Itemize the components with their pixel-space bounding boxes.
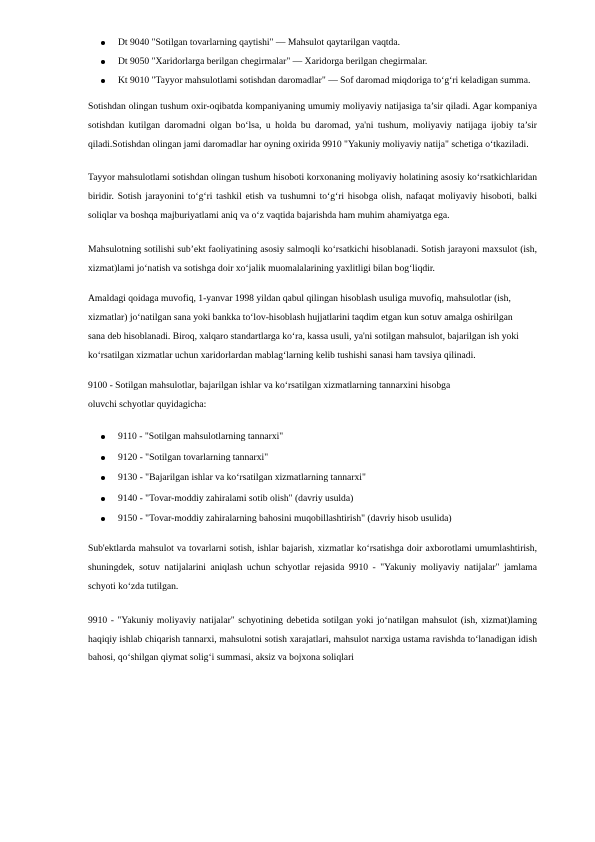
bullet-item: Dt 9050 "Xaridorlarga berilgan chegirmalar" — Xaridorga berilgan chegirmalar. (88, 53, 537, 72)
accounts-bullet-list (88, 428, 537, 529)
document-page (88, 34, 537, 668)
paragraph: Amaldagi qoidaga muvofiq, 1-yanvar 1998 yildan qabul qilingan hisoblash usuliga muvofiq, mahsulotlar (ish, xizmatlar) jo‘natilgan sana yoki bankka to‘lov-hisoblash hujjatlarini taqdim etgan kun sotuv amalga oshirilgan sana deb hisoblanadi. Biroq, xalqaro standartlarga ko‘ra, kassa usuli, ya'ni sotilgan mahsulot, bajarilgan ish yoki ko‘rsatilgan xizmatlar uchun xaridorlardan mablag‘larning kelib tushishi sanasi ham tavsiya qilinadi. (88, 292, 519, 361)
paragraph: 9100 - Sotilgan mahsulotlar, bajarilgan ishlar va ko‘rsatilgan xizmatlarning tannarxini hisobga oluvchi schyotlar quyidagicha: (88, 379, 451, 410)
paragraph: 9910 - "Yakuniy moliyaviy natijalar" schyotining debetida sotilgan yoki jo‘natilgan mahsulot (ish, xizmat)laming haqiqiy ishlab chiqarish tannarxi, mahsulotni sotish xarajatlari, mahsulot narxiga ustama ravishda to‘lanadigan idish bahosi, qo‘shilgan qiymat solig‘i summasi, aksiz va bojxona soliqlari (88, 614, 537, 664)
bullet-item: 9140 - "Tovar-moddiy zahiralami sotib olish" (davriy usulda) (88, 490, 537, 509)
bullet-item: 9130 - "Bajarilgan ishlar va ko‘rsatilgan xizmatlarning tannarxi" (88, 469, 537, 488)
paragraph: Sub'ektlarda mahsulot va tovarlarni sotish, ishlar bajarish, xizmatlar ko‘rsatishga doir axborotlami umumlashtirish, shuningdek, sotuv natijalarini aniqlash uchun schyotlar rejasida 9910 - "Yakuniy moliyaviy natijalar" jamlama schyoti ko‘zda tutilgan. (88, 542, 537, 592)
bullet-item: Dt 9040 "Sotilgan tovarlarning qaytishi" — Mahsulot qaytarilgan vaqtda. (88, 34, 537, 53)
bullet-item: 9110 - "Sotilgan mahsulotlarning tannarxi" (88, 428, 537, 447)
top-bullet-list (88, 34, 537, 91)
paragraph: Tayyor mahsulotlami sotishdan olingan tushum hisoboti korxonaning moliyaviy holatining asosiy ko‘rsatkichlaridan biridir. Sotish jarayonini to‘g‘ri tashkil etish va tushumni to‘g‘ri hisobga olish, nafaqat moliyaviy hisoboti, balki soliqlar va boshqa majburiyatlami aniq va o‘z vaqtida bajarishda ham muhim ahamiyatga ega. (88, 172, 537, 222)
paragraph: Mahsulotning sotilishi sub’ekt faoliyatining asosiy salmoqli ko‘rsatkichi hisoblanadi. Sotish jarayoni maxsulot (ish, xizmat)lami jo‘natish va sotishga doir xo‘jalik muomalalarining yaxlitligi bilan bog‘liqdir. (88, 244, 537, 275)
bullet-item: 9150 - "Tovar-moddiy zahiralarning bahosini muqobillashtirish" (davriy hisob usulida) (88, 510, 537, 529)
bullet-item: Kt 9010 "Tayyor mahsulotlami sotishdan daromadlar" — Sof daromad miqdoriga to‘g‘ri keladigan summa. (88, 72, 537, 91)
paragraph: Sotishdan olingan tushum oxir-oqibatda kompaniyaning umumiy moliyaviy natijasiga ta’sir qiladi. Agar kompaniya sotishdan kutilgan daromadni olgan bo‘lsa, u holda bu daromad, ya'ni tushum, moliyaviy natijaga ijobiy ta’sir qiladi.Sotishdan olingan jami daromadlar har oyning oxirida 9910 "Yakuniy moliyaviy natija" schetiga o‘tkaziladi. (88, 100, 537, 150)
bullet-item: 9120 - "Sotilgan tovarlarning tannarxi" (88, 449, 537, 468)
